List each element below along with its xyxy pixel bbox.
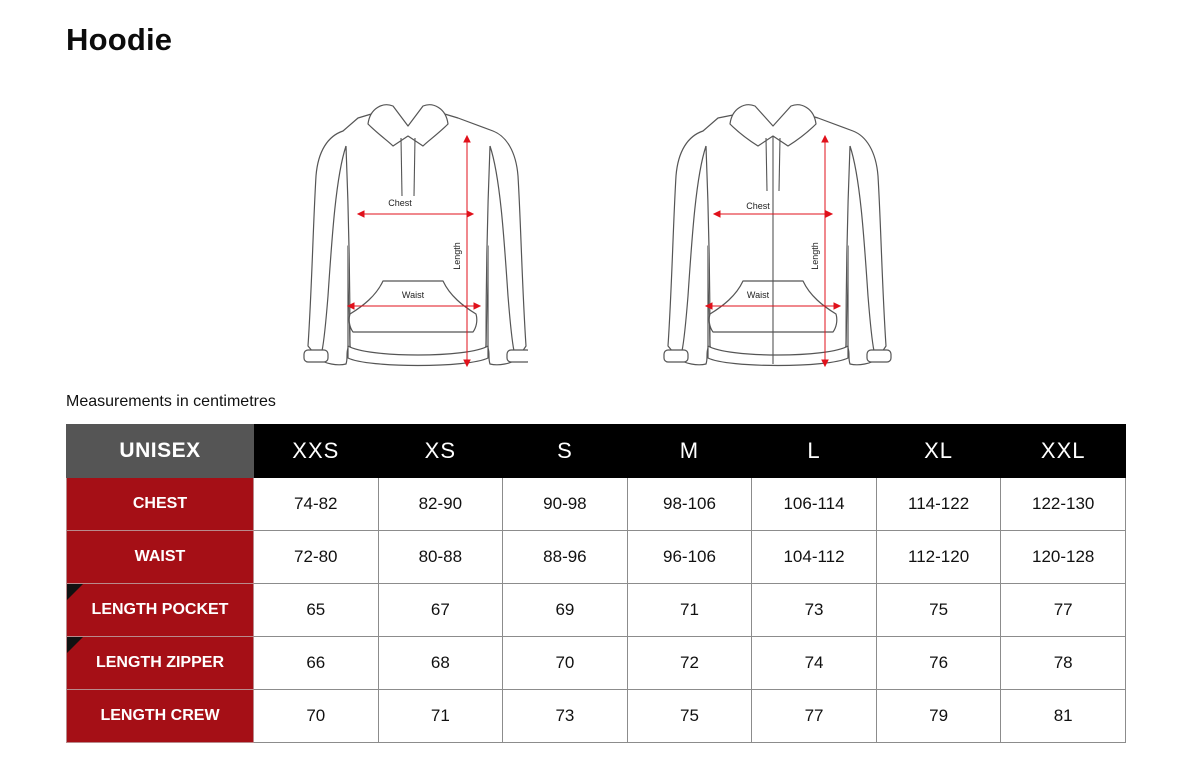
front-chest-label: Chest — [388, 198, 412, 208]
table-cell: 77 — [752, 690, 877, 743]
table-cell: 112-120 — [876, 531, 1001, 584]
hoodie-front-icon — [288, 96, 528, 372]
table-cell: 80-88 — [378, 531, 503, 584]
table-cell: 70 — [254, 690, 379, 743]
table-cell: 96-106 — [627, 531, 752, 584]
table-cell: 82-90 — [378, 478, 503, 531]
row-label: LENGTH CREW — [67, 690, 254, 743]
table-cell: 120-128 — [1001, 531, 1126, 584]
table-cell: 74 — [752, 637, 877, 690]
size-chart-table — [66, 424, 1126, 743]
table-cell: 75 — [627, 690, 752, 743]
row-label: WAIST — [67, 531, 254, 584]
table-cell: 68 — [378, 637, 503, 690]
back-waist-label: Waist — [746, 290, 770, 300]
table-cell: 76 — [876, 637, 1001, 690]
size-header: XS — [378, 425, 503, 478]
table-cell: 90-98 — [503, 478, 628, 531]
table-cell: 72 — [627, 637, 752, 690]
table-cell: 69 — [503, 584, 628, 637]
table-cell: 65 — [254, 584, 379, 637]
table-cell: 81 — [1001, 690, 1126, 743]
corner-marker-icon — [67, 637, 83, 653]
page-title: Hoodie — [66, 22, 173, 57]
table-cell: 98-106 — [627, 478, 752, 531]
table-cell: 74-82 — [254, 478, 379, 531]
size-header: XXL — [1001, 425, 1126, 478]
size-header-row — [67, 425, 1126, 478]
size-header: L — [752, 425, 877, 478]
table-cell: 67 — [378, 584, 503, 637]
table-cell: 122-130 — [1001, 478, 1126, 531]
row-label — [67, 637, 254, 690]
table-row — [67, 637, 1126, 690]
table-row — [67, 584, 1126, 637]
table-cell: 72-80 — [254, 531, 379, 584]
table-cell: 75 — [876, 584, 1001, 637]
corner-marker-icon — [67, 584, 83, 600]
table-row — [67, 478, 1126, 531]
back-length-label: Length — [810, 242, 820, 270]
table-cell: 104-112 — [752, 531, 877, 584]
table-cell: 78 — [1001, 637, 1126, 690]
row-label-text: LENGTH POCKET — [91, 601, 229, 618]
table-cell: 70 — [503, 637, 628, 690]
row-label-text: LENGTH ZIPPER — [95, 654, 224, 671]
row-label: CHEST — [67, 478, 254, 531]
table-cell: 114-122 — [876, 478, 1001, 531]
table-cell: 66 — [254, 637, 379, 690]
table-cell: 71 — [378, 690, 503, 743]
gender-label: UNISEX — [67, 425, 254, 478]
table-cell: 79 — [876, 690, 1001, 743]
front-length-label: Length — [452, 242, 462, 270]
front-waist-label: Waist — [401, 290, 425, 300]
row-label — [67, 584, 254, 637]
size-header: S — [503, 425, 628, 478]
table-cell: 71 — [627, 584, 752, 637]
hoodie-zip-icon — [648, 96, 898, 372]
size-header: XXS — [254, 425, 379, 478]
table-row — [67, 531, 1126, 584]
measurement-unit-note: Measurements in centimetres — [66, 393, 276, 410]
size-header: XL — [876, 425, 1001, 478]
table-cell: 106-114 — [752, 478, 877, 531]
table-cell: 73 — [752, 584, 877, 637]
table-row — [67, 690, 1126, 743]
back-chest-label: Chest — [746, 201, 770, 211]
table-cell: 73 — [503, 690, 628, 743]
size-header: M — [627, 425, 752, 478]
table-cell: 88-96 — [503, 531, 628, 584]
table-cell: 77 — [1001, 584, 1126, 637]
